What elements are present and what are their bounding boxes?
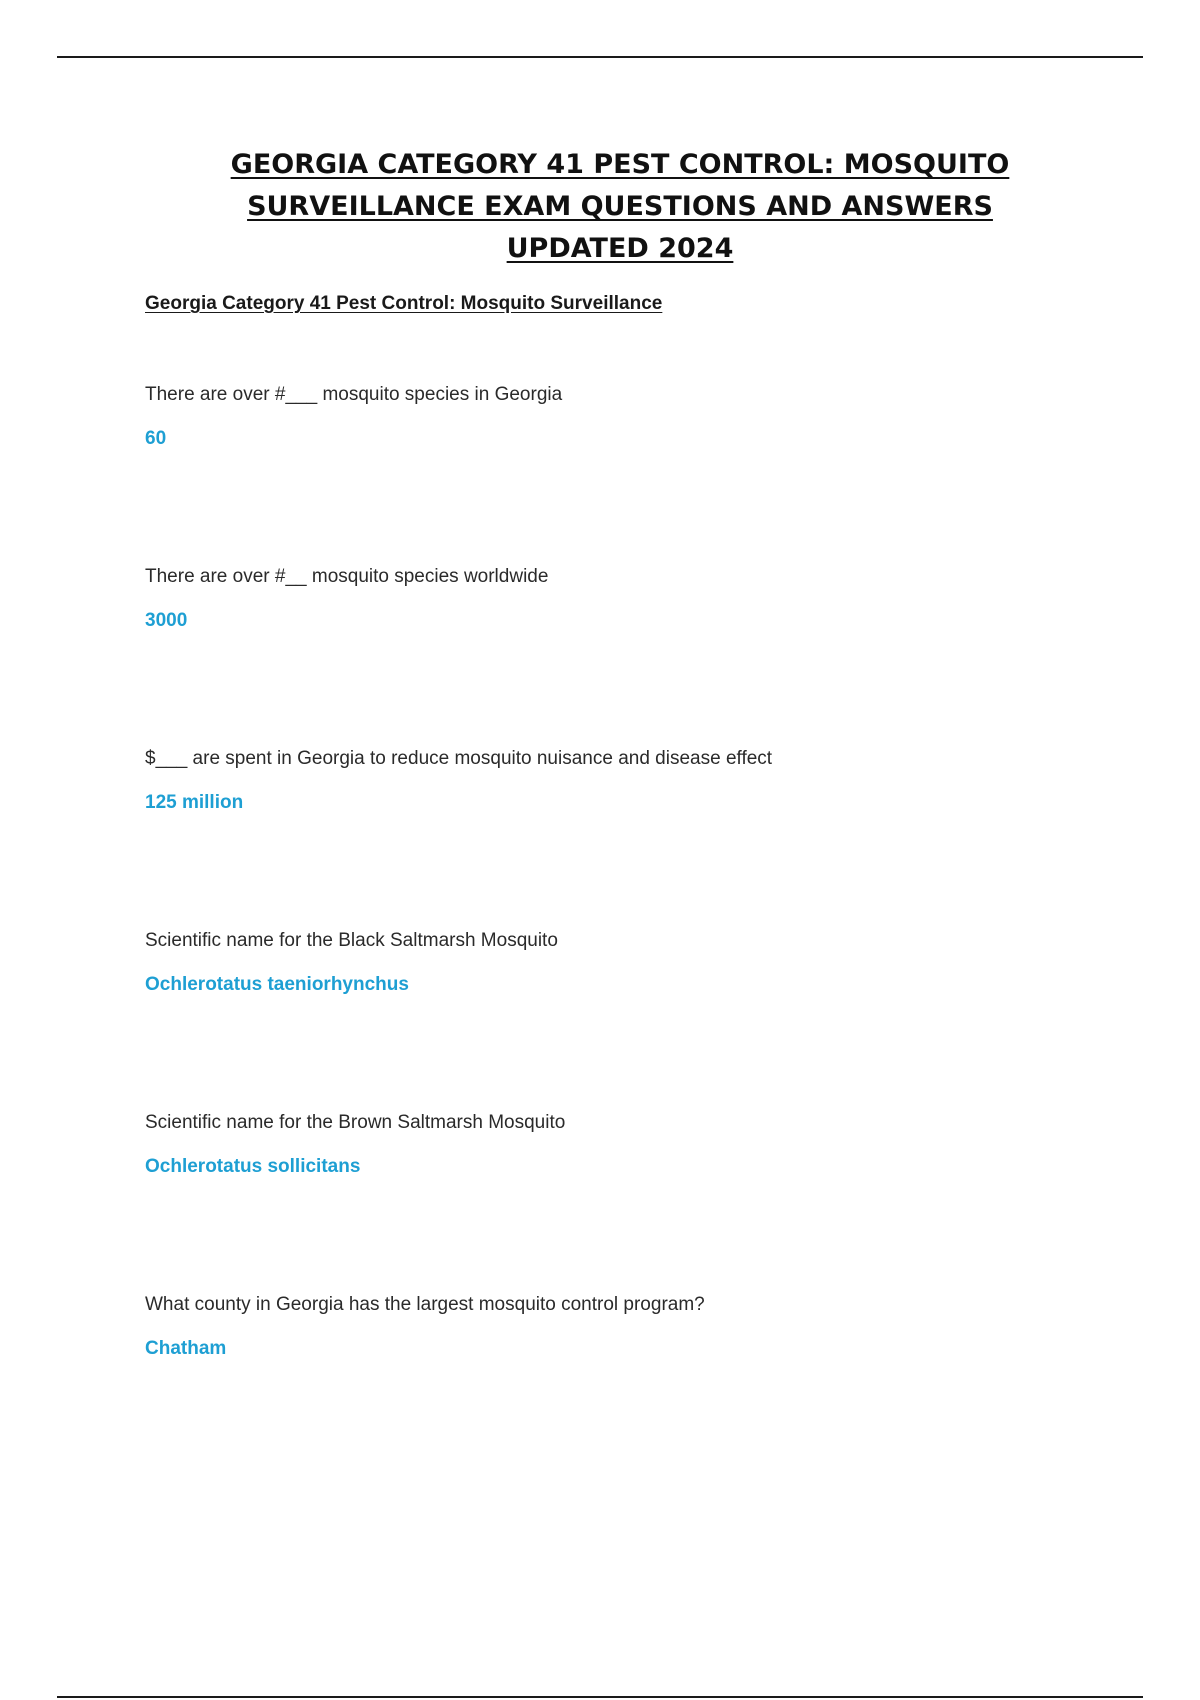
document-title-line-1: GEORGIA CATEGORY 41 PEST CONTROL: MOSQUITO <box>230 149 1010 180</box>
document-title-line-2: SURVEILLANCE EXAM QUESTIONS AND ANSWERS <box>247 191 993 222</box>
qa-item-5 <box>145 1110 1105 1180</box>
question-text: What county in Georgia has the largest mosquito control program? <box>145 1294 705 1315</box>
question-text: $___ are spent in Georgia to reduce mosquito nuisance and disease effect <box>145 748 773 769</box>
answer-text: 60 <box>145 428 167 449</box>
question-text: Scientific name for the Black Saltmarsh Mosquito <box>145 930 558 951</box>
qa-item-3 <box>145 746 1105 816</box>
answer-text: Chatham <box>145 1338 227 1359</box>
answer-text: Ochlerotatus taeniorhynchus <box>145 974 409 995</box>
qa-item-1 <box>145 382 1105 452</box>
answer-text: Ochlerotatus sollicitans <box>145 1156 361 1177</box>
answer-text: 125 million <box>145 792 244 813</box>
bottom-divider <box>57 1696 1143 1698</box>
section-heading: Georgia Category 41 Pest Control: Mosquito Surveillance <box>145 293 663 314</box>
answer-text: 3000 <box>145 610 188 631</box>
question-text: There are over #__ mosquito species worldwide <box>145 566 549 587</box>
qa-item-2 <box>145 564 1105 634</box>
qa-item-6 <box>145 1292 1105 1362</box>
document-title <box>140 144 1100 270</box>
document-title-line-3: UPDATED 2024 <box>506 233 734 264</box>
question-text: Scientific name for the Brown Saltmarsh Mosquito <box>145 1112 566 1133</box>
top-divider <box>57 56 1143 58</box>
qa-item-4 <box>145 928 1105 998</box>
question-text: There are over #___ mosquito species in Georgia <box>145 384 563 405</box>
